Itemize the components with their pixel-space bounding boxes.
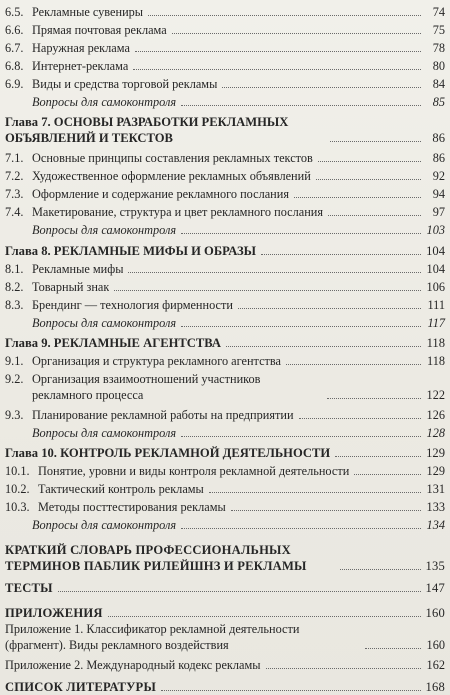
dot-leader (181, 528, 421, 529)
page-number: 134 (426, 518, 445, 532)
toc-chapter-7 (5, 110, 445, 146)
appendix-title: Приложение 1. Классификатор рекламной деятельности (фрагмент). Виды рекламного воздействия (5, 622, 300, 652)
dot-leader (58, 591, 421, 592)
page-number: 84 (432, 77, 445, 91)
page-number: 97 (432, 205, 445, 219)
section-number: 9.1. (5, 354, 24, 368)
section-number: 6.9. (5, 77, 24, 91)
section-number: 6.5. (5, 5, 24, 19)
page-number: 131 (426, 482, 445, 496)
dot-leader (148, 15, 421, 16)
page-number: 94 (432, 187, 445, 201)
section-number: 7.3. (5, 187, 24, 201)
page-number: 129 (426, 464, 445, 478)
dot-leader (318, 161, 421, 162)
page-number: 128 (426, 426, 445, 440)
section-number: 7.1. (5, 151, 24, 165)
page-number: 135 (425, 559, 445, 573)
toc-entry-10-2 (5, 477, 445, 497)
section-title: Организация взаимоотношений участников рекламного процесса (32, 372, 261, 402)
dot-leader (161, 690, 421, 691)
dot-leader (172, 33, 421, 34)
dot-leader (294, 197, 421, 198)
chapter-title: Глава 10. КОНТРОЛЬ РЕКЛАМНОЙ ДЕЯТЕЛЬНОСТИ (5, 446, 331, 460)
section-number: 6.7. (5, 41, 24, 55)
section-title: Интернет-реклама (32, 59, 129, 73)
section-title: Макетирование, структура и цвет рекламного послания (32, 205, 324, 219)
dot-leader (354, 474, 421, 475)
dot-leader (266, 668, 421, 669)
section-number: 7.2. (5, 169, 24, 183)
toc-entry-6-8 (5, 54, 445, 74)
section-title: Тактический контроль рекламы (38, 482, 204, 496)
section-title: Оформление и содержание рекламного послания (32, 187, 289, 201)
page-number: 111 (427, 298, 445, 312)
toc-chapter-8 (5, 239, 445, 259)
appendices-title: ПРИЛОЖЕНИЯ (5, 606, 103, 620)
section-number: 7.4. (5, 205, 24, 219)
dot-leader (226, 346, 421, 347)
page-number: 160 (426, 638, 445, 652)
glossary-title: КРАТКИЙ СЛОВАРЬ ПРОФЕССИОНАЛЬНЫХ ТЕРМИНОВ ПАБЛИК РИЛЕЙШНЗ И РЕКЛАМЫ (5, 543, 307, 573)
dot-leader (181, 233, 421, 234)
section-title: Организация и структура рекламного агентства (32, 354, 282, 368)
section-title: Вопросы для самоконтроля (32, 518, 177, 532)
toc-chapter-10 (5, 441, 445, 461)
section-number: 6.6. (5, 23, 24, 37)
dot-leader (316, 179, 421, 180)
toc-entry-6-9 (5, 72, 445, 92)
page-number: 80 (432, 59, 445, 73)
dot-leader (209, 492, 421, 493)
chapter-title: Глава 7. ОСНОВЫ РАЗРАБОТКИ РЕКЛАМНЫХ ОБЪЯВЛЕНИЙ И ТЕКСТОВ (5, 115, 289, 145)
section-title: Методы посттестирования рекламы (38, 500, 226, 514)
section-title: Вопросы для самоконтроля (32, 95, 177, 109)
section-title: Рекламные мифы (32, 262, 124, 276)
section-number: 6.8. (5, 59, 24, 73)
section-title: Вопросы для самоконтроля (32, 426, 177, 440)
dot-leader (181, 105, 421, 106)
dot-leader (335, 456, 421, 457)
toc-entry-questions-6 (5, 90, 445, 110)
section-title: Основные принципы составления рекламных текстов (32, 151, 313, 165)
toc-entry-6-5 (5, 0, 445, 20)
page-number: 147 (425, 581, 445, 595)
dot-leader (222, 87, 421, 88)
page-number: 122 (426, 388, 445, 402)
toc-entry-questions-7 (5, 218, 445, 238)
section-number: 8.2. (5, 280, 24, 294)
toc-entry-questions-9 (5, 421, 445, 441)
page-number: 104 (426, 262, 445, 276)
toc-entry-8-1 (5, 257, 445, 277)
section-title: Понятие, уровни и виды контроля рекламной деятельности (38, 464, 350, 478)
page-number: 162 (426, 658, 445, 672)
page-number: 133 (426, 500, 445, 514)
dot-leader (330, 141, 421, 142)
toc-entry-9-3 (5, 403, 445, 423)
page-number: 129 (426, 446, 445, 460)
section-number: 8.3. (5, 298, 24, 312)
toc-glossary (5, 538, 445, 574)
dot-leader (286, 364, 421, 365)
toc-tests (5, 576, 445, 596)
dot-leader (327, 398, 421, 399)
section-number: 9.3. (5, 408, 24, 422)
section-number: 10.2. (5, 482, 30, 496)
chapter-title: Глава 9. РЕКЛАМНЫЕ АГЕНТСТВА (5, 336, 221, 350)
dot-leader (231, 510, 421, 511)
chapter-title: Глава 8. РЕКЛАМНЫЕ МИФЫ И ОБРАЗЫ (5, 244, 257, 258)
page-number: 103 (426, 223, 445, 237)
tests-title: ТЕСТЫ (5, 581, 53, 595)
toc-appendix-2 (5, 653, 445, 673)
toc-entry-9-1 (5, 349, 445, 369)
section-number: 10.3. (5, 500, 30, 514)
toc-entry-7-2 (5, 164, 445, 184)
section-title: Вопросы для самоконтроля (32, 316, 177, 330)
section-title: Виды и средства торговой рекламы (32, 77, 218, 91)
section-title: Вопросы для самоконтроля (32, 223, 177, 237)
page-number: 86 (432, 131, 445, 145)
section-number: 10.1. (5, 464, 30, 478)
dot-leader (365, 648, 421, 649)
appendix-title: Приложение 2. Международный кодекс рекламы (5, 658, 261, 672)
section-title: Наружная реклама (32, 41, 130, 55)
dot-leader (128, 272, 421, 273)
toc-entry-10-3 (5, 495, 445, 515)
toc-entry-questions-8 (5, 311, 445, 331)
page-number: 74 (432, 5, 445, 19)
section-title: Товарный знак (32, 280, 110, 294)
page-number: 106 (426, 280, 445, 294)
toc-entry-7-3 (5, 182, 445, 202)
section-title: Планирование рекламной работы на предприятии (32, 408, 294, 422)
dot-leader (181, 326, 421, 327)
toc-appendix-1 (5, 617, 445, 653)
dot-leader (328, 215, 421, 216)
toc-entry-6-6 (5, 18, 445, 38)
toc-entry-6-7 (5, 36, 445, 56)
section-title: Прямая почтовая реклама (32, 23, 167, 37)
page-number: 168 (425, 680, 445, 694)
toc-entry-9-2 (5, 367, 445, 403)
section-number: 9.2. (5, 372, 24, 386)
dot-leader (340, 569, 421, 570)
dot-leader (133, 69, 421, 70)
page-number: 92 (432, 169, 445, 183)
section-title: Брендинг — технология фирменности (32, 298, 233, 312)
page-number: 86 (432, 151, 445, 165)
toc-entry-7-1 (5, 146, 445, 166)
dot-leader (238, 308, 421, 309)
dot-leader (114, 290, 421, 291)
dot-leader (261, 254, 421, 255)
bibliography-title: СПИСОК ЛИТЕРАТУРЫ (5, 680, 157, 694)
dot-leader (135, 51, 421, 52)
page-number: 117 (427, 316, 445, 330)
toc-entry-10-1 (5, 459, 445, 479)
toc-bibliography (5, 675, 445, 695)
page-number: 118 (426, 336, 445, 350)
page-number: 75 (432, 23, 445, 37)
page-number: 160 (425, 606, 445, 620)
page-number: 126 (426, 408, 445, 422)
dot-leader (299, 418, 421, 419)
toc-chapter-9 (5, 331, 445, 351)
toc-entry-8-2 (5, 275, 445, 295)
page-number: 104 (426, 244, 445, 258)
toc-entry-8-3 (5, 293, 445, 313)
toc-entry-questions-10 (5, 513, 445, 533)
section-number: 8.1. (5, 262, 24, 276)
dot-leader (181, 436, 421, 437)
section-title: Художественное оформление рекламных объявлений (32, 169, 311, 183)
section-title: Рекламные сувениры (32, 5, 144, 19)
page-number: 85 (432, 95, 445, 109)
page-number: 118 (427, 354, 445, 368)
toc-entry-7-4 (5, 200, 445, 220)
page-number: 78 (432, 41, 445, 55)
